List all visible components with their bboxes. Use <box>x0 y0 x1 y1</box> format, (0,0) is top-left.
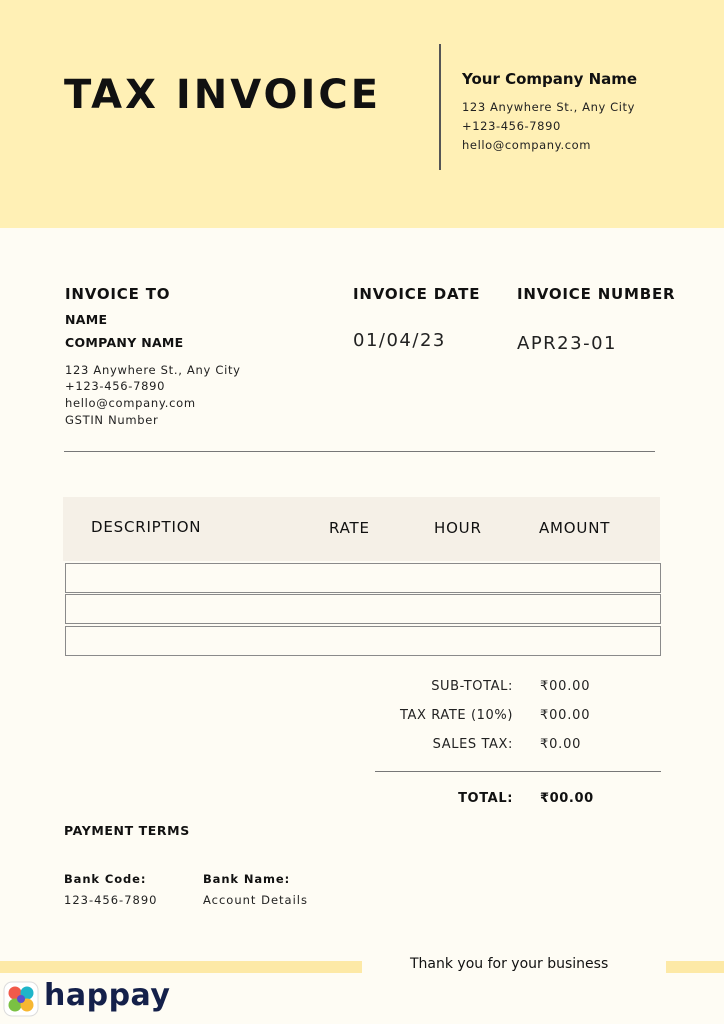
column-rate: RATE <box>329 519 370 537</box>
sales-tax-label: SALES TAX: <box>432 737 513 752</box>
invoice-number-label: INVOICE NUMBER <box>517 285 676 303</box>
column-hour: HOUR <box>434 519 482 537</box>
payment-terms-title: PAYMENT TERMS <box>64 823 190 838</box>
company-address: 123 Anywhere St., Any City <box>462 100 636 114</box>
footer-accent-bar-right <box>666 961 724 973</box>
invoice-to-address: 123 Anywhere St., Any City <box>65 363 241 377</box>
invoice-number-value: APR23-01 <box>517 333 617 354</box>
header-divider <box>439 44 441 170</box>
footer-accent-bar-left <box>0 961 362 973</box>
invoice-to-name: NAME <box>65 312 108 327</box>
invoice-to-company: COMPANY NAME <box>65 335 184 350</box>
invoice-to-heading: INVOICE TO <box>65 285 171 303</box>
subtotal-label: SUB-TOTAL: <box>431 679 513 694</box>
bank-name-label: Bank Name: <box>203 872 291 886</box>
company-phone: +123-456-7890 <box>462 119 561 133</box>
bank-code-label: Bank Code: <box>64 872 147 886</box>
bank-code-value: 123-456-7890 <box>64 893 158 907</box>
company-email: hello@company.com <box>462 138 592 152</box>
totals-divider <box>375 771 661 772</box>
table-row <box>65 563 661 593</box>
company-name: Your Company Name <box>462 70 638 88</box>
sales-tax-value: ₹0.00 <box>540 737 582 752</box>
total-value: ₹00.00 <box>540 791 594 806</box>
happay-logo-text: happay <box>44 978 171 1013</box>
section-divider <box>64 451 655 452</box>
table-row <box>65 594 661 624</box>
total-label: TOTAL: <box>458 791 513 806</box>
happay-logo-icon <box>3 981 39 1017</box>
invoice-to-email: hello@company.com <box>65 396 196 410</box>
column-description: DESCRIPTION <box>91 518 202 536</box>
thank-you-note: Thank you for your business <box>410 956 609 972</box>
invoice-date-label: INVOICE DATE <box>353 285 481 303</box>
invoice-date-value: 01/04/23 <box>353 330 446 351</box>
table-row <box>65 626 661 656</box>
bank-name-value: Account Details <box>203 893 308 907</box>
subtotal-value: ₹00.00 <box>540 679 591 694</box>
tax-rate-label: TAX RATE (10%) <box>400 708 513 723</box>
invoice-to-phone: +123-456-7890 <box>65 379 166 393</box>
tax-rate-value: ₹00.00 <box>540 708 591 723</box>
invoice-to-gstin: GSTIN Number <box>65 413 159 427</box>
invoice-title: TAX INVOICE <box>64 72 382 118</box>
column-amount: AMOUNT <box>539 519 611 537</box>
